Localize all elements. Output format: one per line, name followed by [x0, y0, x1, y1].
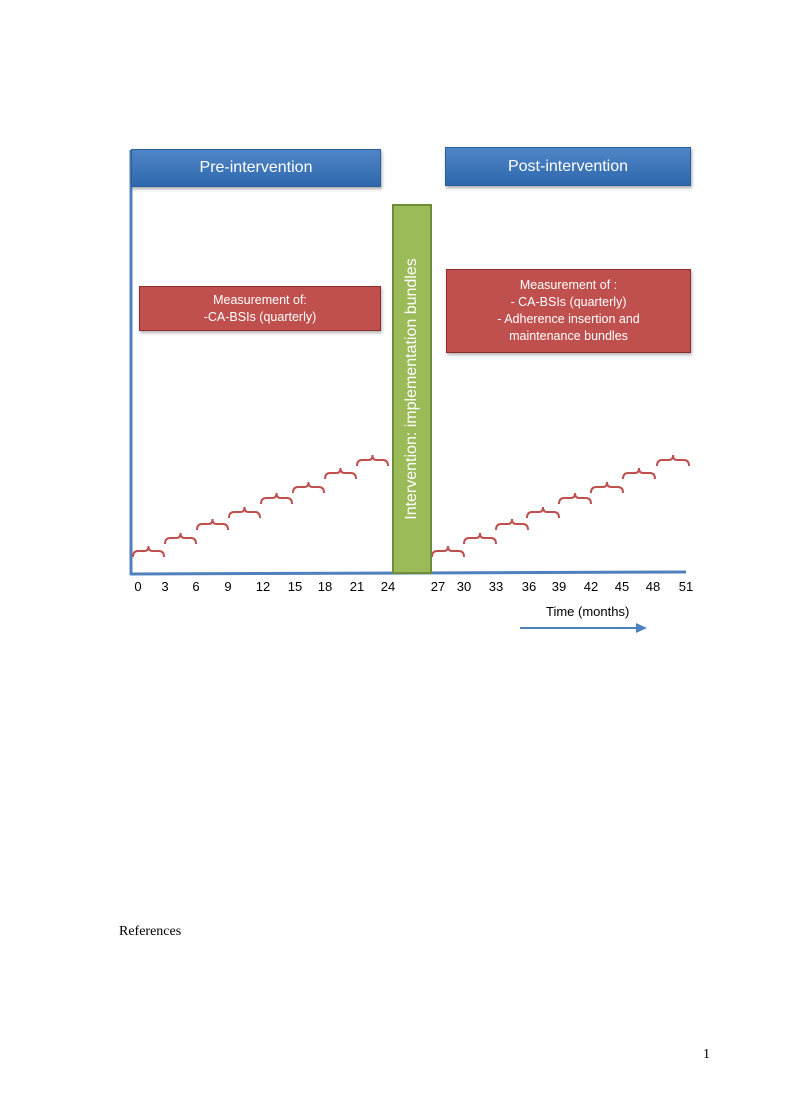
intervention-bar	[392, 204, 432, 574]
tick-label: 6	[192, 579, 200, 594]
references-heading: References	[119, 924, 182, 939]
pre-intervention-header-label: Pre-intervention	[199, 159, 313, 176]
tick-label: 30	[456, 579, 472, 594]
post-measurement-line1: Measurement of :	[519, 278, 618, 292]
tick-label: 42	[583, 579, 599, 594]
post-measurement-line4: maintenance bundles	[509, 329, 628, 343]
quarter-brace	[657, 455, 689, 466]
tick-label: 33	[488, 579, 504, 594]
post-intervention-header	[445, 147, 691, 186]
quarter-brace	[496, 519, 528, 530]
quarter-brace	[623, 468, 655, 479]
tick-label: 18	[317, 579, 333, 594]
tick-label: 45	[614, 579, 630, 594]
tick-label: 48	[645, 579, 661, 594]
quarter-brace	[464, 533, 496, 544]
quarter-brace	[591, 482, 623, 493]
axis-title: Time (months)	[546, 604, 630, 619]
quarter-brace	[197, 519, 228, 530]
quarter-brace	[432, 546, 464, 557]
time-arrow-icon	[520, 623, 647, 633]
quarter-brace	[165, 533, 196, 544]
tick-label: 21	[349, 579, 365, 594]
pre-measurement-line2: -CA-BSIs (quarterly)	[203, 309, 317, 324]
intervention-label: Intervention: implementation bundles	[403, 258, 420, 520]
tick-label: 0	[134, 579, 142, 594]
quarter-brace	[357, 455, 388, 466]
pre-measurement-line1: Measurement of:	[213, 292, 307, 307]
page-number: 1	[703, 1047, 710, 1062]
tick-label: 3	[161, 579, 169, 594]
quarter-brace	[133, 546, 164, 557]
tick-label: 12	[255, 579, 271, 594]
quarter-brace	[293, 482, 324, 493]
tick-label: 36	[521, 579, 537, 594]
tick-label: 15	[287, 579, 303, 594]
quarter-brace	[325, 468, 356, 479]
pre-measurement-box	[139, 286, 381, 331]
post-measurement-line2: - CA-BSIs (quarterly)	[510, 295, 627, 309]
post-intervention-header-label: Post-intervention	[507, 157, 629, 175]
quarter-brace	[527, 507, 559, 518]
tick-label: 39	[551, 579, 567, 594]
tick-label: 9	[224, 579, 232, 594]
pre-intervention-header	[131, 149, 381, 187]
tick-label: 24	[380, 579, 396, 594]
post-measurement-line3: - Adherence insertion and	[497, 312, 640, 326]
post-measurement-box	[446, 269, 691, 353]
quarter-brace	[559, 493, 591, 504]
tick-label: 27	[430, 579, 446, 594]
quarter-brace	[261, 493, 292, 504]
quarter-brace	[229, 507, 260, 518]
tick-label: 51	[678, 579, 694, 594]
